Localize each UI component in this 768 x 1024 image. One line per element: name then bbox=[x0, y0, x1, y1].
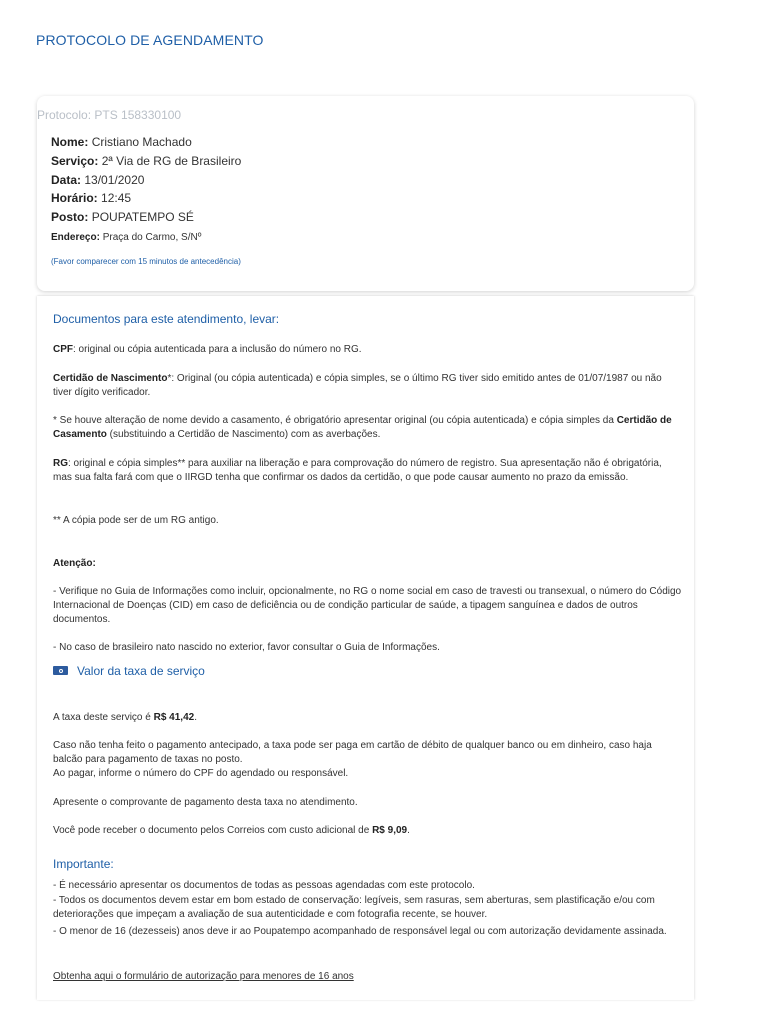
pagamento-text-1: Caso não tenha feito o pagamento antecipado, a taxa pode ser paga em cartão de débito de qualquer banco ou em dinheiro, caso haja balcão para pagamento de taxas no posto. bbox=[53, 740, 652, 765]
casamento-label: Certidão de Casamento bbox=[53, 415, 672, 440]
comprovante-paragraph: Apresente o comprovante de pagamento desta taxa no atendimento. bbox=[53, 797, 358, 808]
copia-note: ** A cópia pode ser de um RG antigo. bbox=[53, 515, 219, 526]
horario-row bbox=[51, 191, 131, 205]
certidao-label: Certidão de Nascimento bbox=[53, 373, 168, 384]
importante-item-2: - Todos os documentos devem estar em bom estado de conservação: legíveis, sem rasuras, sem aberturas, sem plastificação e/ou com deteriorações que impeçam a avaliação de sua autenticidade e com fotografia recente, se houver. bbox=[53, 895, 655, 920]
data-row bbox=[51, 173, 144, 187]
pagamento-paragraph bbox=[53, 739, 683, 781]
taxa-value-line bbox=[53, 711, 683, 725]
importante-item-3: - O menor de 16 (dezesseis) anos deve ir ao Poupatempo acompanhado de responsável legal ou com autorização devidamente assinada. bbox=[53, 926, 667, 937]
taxa-text: A taxa deste serviço é bbox=[53, 712, 154, 723]
posto-row bbox=[51, 210, 194, 224]
posto-label: Posto: bbox=[51, 210, 89, 224]
servico-row bbox=[51, 154, 241, 168]
taxa-title: Valor da taxa de serviço bbox=[77, 664, 205, 678]
certidao-text: *: Original (ou cópia autenticada) e cópia simples, se o último RG tiver sido emitido antes de 01/07/1987 ou não tiver dígito verificador. bbox=[53, 373, 662, 398]
cpf-text: : original ou cópia autenticada para a inclusão do número no RG. bbox=[73, 344, 362, 355]
casamento-paragraph bbox=[53, 414, 683, 442]
authorization-form-link[interactable]: Obtenha aqui o formulário de autorização para menores de 16 anos bbox=[53, 971, 354, 982]
data-label: Data: bbox=[51, 173, 82, 187]
taxa-end: . bbox=[194, 712, 197, 723]
cpf-label: CPF bbox=[53, 344, 73, 355]
page-title: PROTOCOLO DE AGENDAMENTO bbox=[36, 32, 264, 48]
servico-value: 2ª Via de RG de Brasileiro bbox=[101, 154, 242, 168]
endereco-row bbox=[51, 232, 201, 243]
correios-value: R$ 9,09 bbox=[372, 825, 408, 836]
arrival-hint: (Favor comparecer com 15 minutos de antecedência) bbox=[51, 257, 241, 266]
pagamento-text-2: Ao pagar, informe o número do CPF do agendado ou responsável. bbox=[53, 768, 349, 779]
atencao-label bbox=[53, 557, 683, 571]
money-icon bbox=[53, 666, 68, 675]
certidao-paragraph bbox=[53, 372, 683, 400]
atencao-item-1: - Verifique no Guia de Informações como incluir, opcionalmente, no RG o nome social em caso de travesti ou transexual, o número do Código Internacional de Doenças (CID) em caso de deficiência ou de condição particular de saúde, a tipagem sanguínea e dados de outros documentos. bbox=[53, 586, 682, 625]
correios-paragraph bbox=[53, 824, 683, 838]
correios-end: . bbox=[407, 825, 410, 836]
importante-title: Importante: bbox=[53, 857, 114, 871]
horario-value: 12:45 bbox=[101, 191, 132, 205]
correios-text: Você pode receber o documento pelos Correios com custo adicional de bbox=[53, 825, 373, 836]
endereco-value: Praça do Carmo, S/Nº bbox=[102, 232, 202, 243]
casamento-text-2: (substituindo a Certidão de Nascimento) com as averbações. bbox=[106, 429, 381, 440]
rg-label: RG bbox=[53, 458, 68, 469]
rg-text: : original e cópia simples** para auxiliar na liberação e para comprovação do número de registro. Sua apresentação não é obrigatória, mas sua falta fará com que o IIRGD tenha que confirmar os dados da certidão, o que pode causar aumento no prazo da emissão. bbox=[53, 458, 662, 483]
taxa-value: R$ 41,42 bbox=[153, 712, 195, 723]
rg-paragraph bbox=[53, 457, 683, 485]
documents-title: Documentos para este atendimento, levar: bbox=[53, 312, 280, 326]
endereco-label: Endereço: bbox=[51, 232, 100, 243]
atencao-label-text: Atenção: bbox=[53, 558, 96, 569]
posto-value: POUPATEMPO SÉ bbox=[91, 210, 194, 224]
nome-label: Nome: bbox=[51, 135, 89, 149]
protocol-number: Protocolo: PTS 158330100 bbox=[37, 108, 182, 122]
data-value: 13/01/2020 bbox=[84, 173, 145, 187]
atencao-item-2: - No caso de brasileiro nato nascido no exterior, favor consultar o Guia de Informações. bbox=[53, 642, 440, 653]
nome-row bbox=[51, 135, 192, 149]
nome-value: Cristiano Machado bbox=[91, 135, 192, 149]
cpf-paragraph bbox=[53, 343, 683, 357]
horario-label: Horário: bbox=[51, 191, 98, 205]
servico-label: Serviço: bbox=[51, 154, 99, 168]
importante-item-1: - É necessário apresentar os documentos de todas as pessoas agendadas com este protocolo. bbox=[53, 880, 475, 891]
casamento-text-1: * Se houve alteração de nome devido a casamento, é obrigatório apresentar original (ou cópia autenticada) e cópia simples da bbox=[53, 415, 617, 426]
